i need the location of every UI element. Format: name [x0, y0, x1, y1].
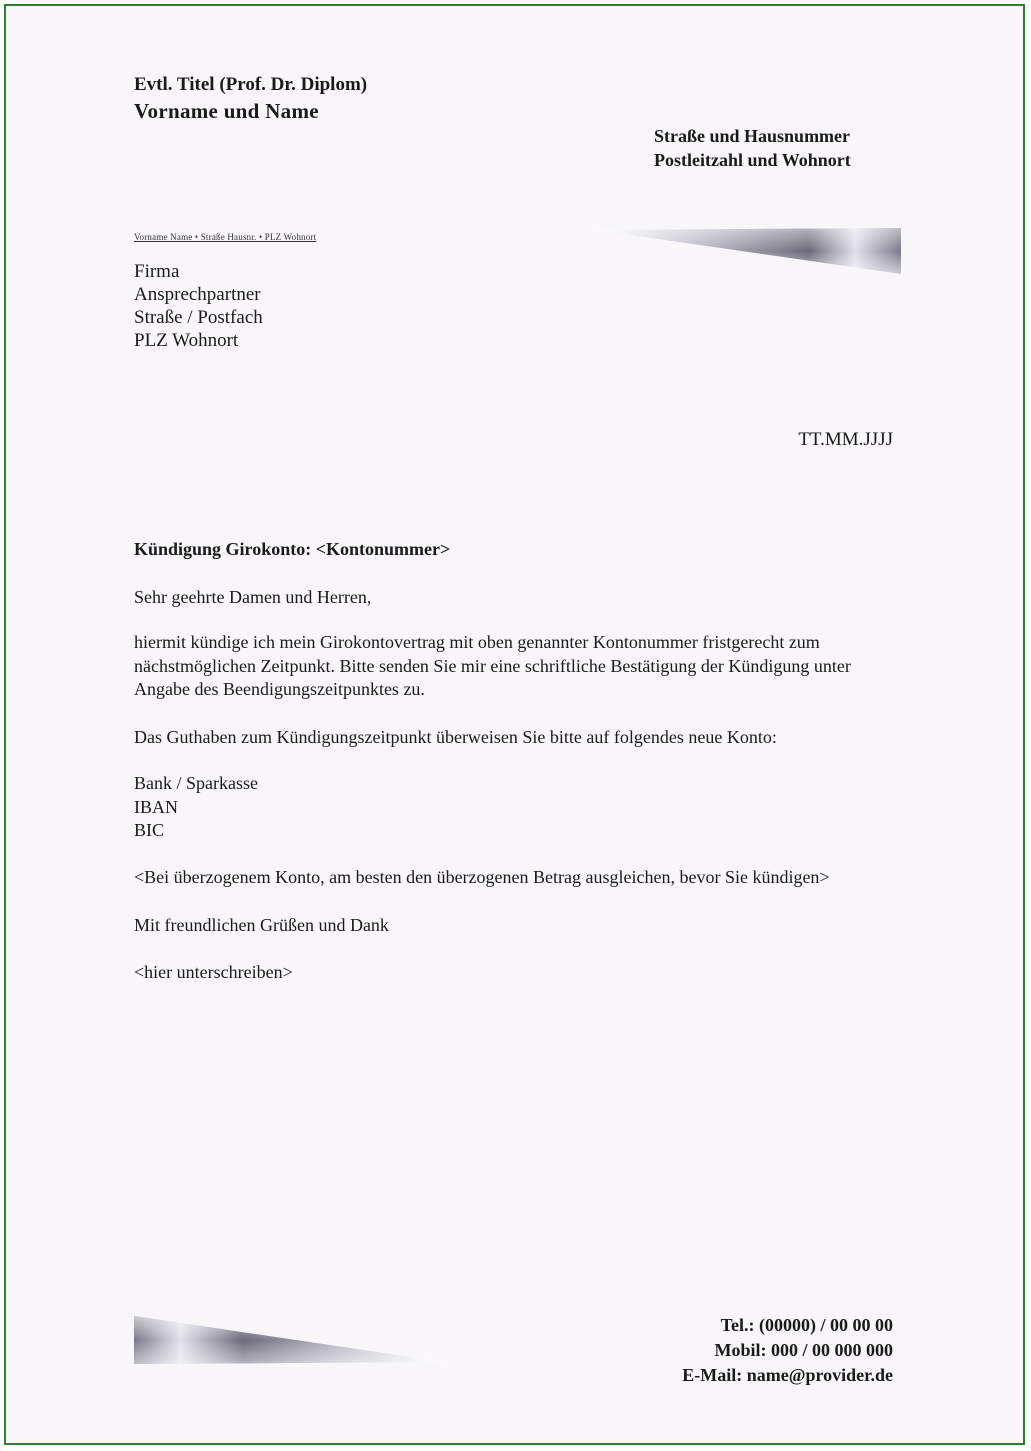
recipient-street: Straße / Postfach [134, 307, 263, 328]
sender-title: Evtl. Titel (Prof. Dr. Diplom) [134, 74, 368, 95]
contact-phone: Tel.: (00000) / 00 00 00 [720, 1315, 893, 1335]
sender-block [134, 73, 367, 125]
paragraph-balance-transfer: Das Guthaben zum Kündigungszeitpunkt überweisen Sie bitte auf folgendes neue Konto: [134, 727, 777, 747]
contact-email: E-Mail: name@provider.de [682, 1365, 893, 1385]
recipient-city: PLZ Wohnort [134, 330, 239, 351]
salutation: Sehr geehrte Damen und Herren, [134, 587, 372, 607]
letter-page [4, 4, 1025, 1445]
return-address-line: Vorname Name • Straße Hausnr. • PLZ Wohnort [134, 232, 317, 242]
signature-placeholder: <hier unterschreiben> [134, 962, 293, 982]
sender-name: Vorname und Name [134, 99, 319, 123]
bank-bic: BIC [134, 820, 165, 840]
overdraft-note: <Bei überzogenem Konto, am besten den überzogenen Betrag ausgleichen, bevor Sie kündigen> [134, 867, 830, 887]
sender-street: Straße und Hausnummer [654, 126, 851, 146]
closing: Mit freundlichen Grüßen und Dank [134, 915, 389, 935]
recipient-block [134, 260, 263, 352]
contact-block [682, 1313, 893, 1388]
bank-iban: IBAN [134, 796, 178, 817]
recipient-contact: Ansprechpartner [134, 284, 261, 305]
sender-city: Postleitzahl und Wohnort [654, 150, 851, 170]
decorative-wedge-bottom [134, 1316, 444, 1364]
letter-date: TT.MM.JJJJ [798, 429, 893, 450]
paragraph-termination: hiermit kündige ich mein Girokontovertrag mit oben genannter Kontonummer fristgerecht zum nächstmöglichen Zeitpunkt. Bitte senden Sie mir eine schriftliche Bestätigung der Kündigung unter Angabe des Beendigungszeitpunktes zu. [134, 632, 851, 699]
contact-mobile: Mobil: 000 / 00 000 000 [714, 1340, 893, 1360]
recipient-company: Firma [134, 261, 180, 282]
sender-address [654, 124, 851, 172]
letter-subject: Kündigung Girokonto: <Kontonummer> [134, 539, 451, 559]
bank-name: Bank / Sparkasse [134, 773, 258, 793]
bank-details [134, 772, 894, 843]
decorative-wedge-top [596, 228, 901, 274]
